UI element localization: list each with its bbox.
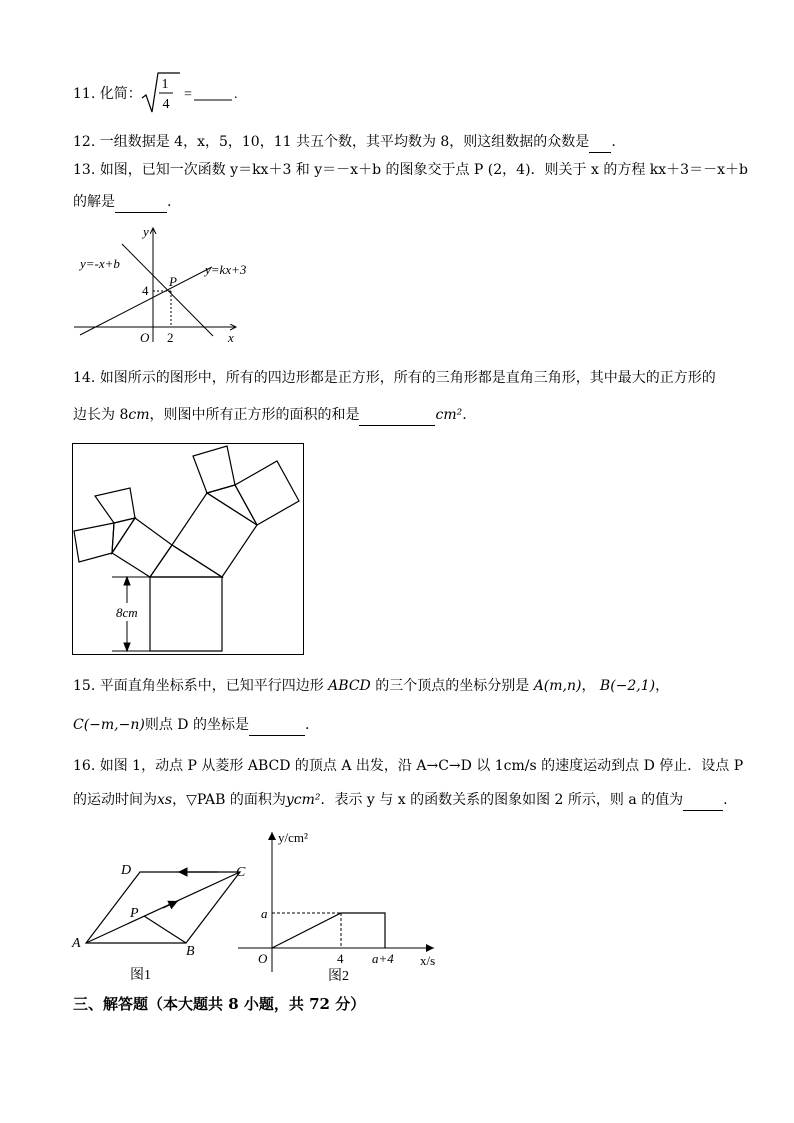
q16-ycm: ycm² [285, 792, 321, 808]
question-12 [73, 132, 616, 153]
label-a: a [261, 906, 268, 921]
q15-line1-mid: 的三个顶点的坐标分别是 [375, 678, 530, 694]
label-y-axis: y/cm² [278, 830, 308, 845]
q13-graph [70, 222, 260, 347]
left-square [112, 518, 172, 577]
left-bottom-square [74, 523, 114, 562]
q14-figure [72, 443, 304, 655]
q14-line1: 14. 如图所示的图形中，所有的四边形都是正方形，所有的三角形都是直角三角形，其中最大的正方形的 [73, 370, 716, 386]
caption-fig1: 图1 [130, 968, 151, 983]
vertex-b: B [186, 944, 195, 959]
q11-num-bottom: 4 [162, 97, 170, 112]
vertex-c: C [236, 865, 246, 880]
label-x-axis: x [228, 330, 234, 345]
segment-pb [144, 916, 186, 943]
q11-label: 化简： [99, 86, 142, 102]
label-line2: y=kx+3 [205, 262, 247, 277]
q11-num-top: 1 [161, 77, 169, 92]
q16-xs: xs [157, 792, 173, 808]
q16-figure2-graph [232, 822, 452, 987]
label-point-p: P [169, 274, 177, 289]
q16-line2-post: ．表示 y 与 x 的函数关系的图象如图 2 所示，则 a 的值为 [320, 792, 684, 808]
label-origin: O [258, 951, 268, 966]
q14-line2-pre: 边长为 8 [73, 407, 129, 423]
q15-line2-post: 则点 D 的坐标是 [144, 717, 249, 733]
motion-arrow [163, 901, 178, 908]
q15-point-b: B(−2,1) [599, 678, 656, 694]
caption-fig2: 图2 [328, 969, 349, 984]
q14-line2-post: ，则图中所有正方形的面积的和是 [149, 407, 360, 423]
q14-answer-blank [359, 405, 435, 426]
question-13-line2 [73, 192, 171, 213]
q16-end: . [723, 792, 728, 808]
q14-line2-unit: cm [128, 407, 150, 423]
label-origin: O [140, 330, 150, 345]
left-top-square [95, 488, 135, 523]
question-16-line1 [73, 756, 743, 776]
question-14-line2 [73, 405, 467, 426]
q13-end: . [167, 194, 172, 210]
q12-end: . [611, 134, 616, 150]
question-14-line1 [73, 368, 716, 388]
q15-point-a: A(m,n) [533, 678, 582, 694]
function-curve [272, 913, 385, 948]
figure-frame [73, 444, 304, 655]
q11-sqrt-fraction [140, 70, 250, 116]
q16-line1: 16. 如图 1，动点 P 从菱形 ABCD 的顶点 A 出发，沿 A→C→D 以 1cm/s 的速度运动到点 D 停止．设点 P [73, 758, 744, 774]
tick-4: 4 [337, 951, 344, 966]
q12-answer-blank [589, 132, 611, 153]
label-x-axis: x/s [420, 953, 436, 968]
vertex-d: D [121, 863, 132, 878]
q12-text: 12. 一组数据是 4，x，5，10，11 共五个数，其平均数为 8，则这组数据的众数是 [73, 134, 590, 150]
q14-unit: cm² [435, 407, 463, 423]
q16-line2-pre: 的运动时间为 [73, 792, 157, 808]
question-11 [73, 84, 142, 104]
q15-comma1: ， [581, 678, 596, 694]
question-15-line1 [73, 676, 669, 696]
q11-number: 11. [73, 86, 96, 102]
largest-square [150, 577, 222, 651]
dim-arrow-up [124, 577, 130, 585]
label-line1: y=-x+b [80, 256, 120, 271]
tick-a-plus-4: a+4 [372, 951, 394, 966]
vertex-a: A [72, 936, 81, 951]
q15-abcd: ABCD [328, 678, 371, 694]
line-kx-plus-3 [80, 267, 212, 335]
q15-answer-blank [249, 715, 305, 736]
question-15-line2 [73, 715, 309, 736]
q13-line1: 13. 如图，已知一次函数 y＝kx＋3 和 y＝－x＋b 的图象交于点 P (2，4)．则关于 x 的方程 kx＋3＝－x＋b [73, 162, 748, 178]
dim-arrow-down [124, 643, 130, 651]
section-3-heading: 三、解答题（本大题共 8 小题，共 72 分） [73, 995, 366, 1013]
q11-end: . [234, 87, 238, 102]
q11-equals: = [184, 87, 192, 102]
question-16-line2 [73, 790, 728, 811]
q15-line1-pre: 15. 平面直角坐标系中，已知平行四边形 [73, 678, 324, 694]
q15-comma2: ， [655, 678, 670, 694]
q14-end: . [462, 407, 467, 423]
right-square [172, 493, 257, 577]
q15-end: . [304, 717, 310, 733]
dim-label-8cm: 8cm [116, 605, 138, 620]
question-13-line1 [73, 160, 748, 180]
right-large-square [235, 461, 299, 525]
right-small-square [193, 446, 235, 493]
q16-answer-blank [683, 790, 723, 811]
point-p: P [130, 906, 139, 921]
q13-answer-blank [115, 192, 167, 213]
q13-line2: 的解是 [73, 194, 115, 210]
label-y-axis: y [143, 224, 149, 239]
q16-line2-mid: ，▽PAB 的面积为 [172, 792, 286, 808]
tick-y-4: 4 [142, 283, 149, 298]
tick-x-2: 2 [167, 330, 174, 345]
q15-point-c: C(−m,−n) [73, 717, 145, 733]
